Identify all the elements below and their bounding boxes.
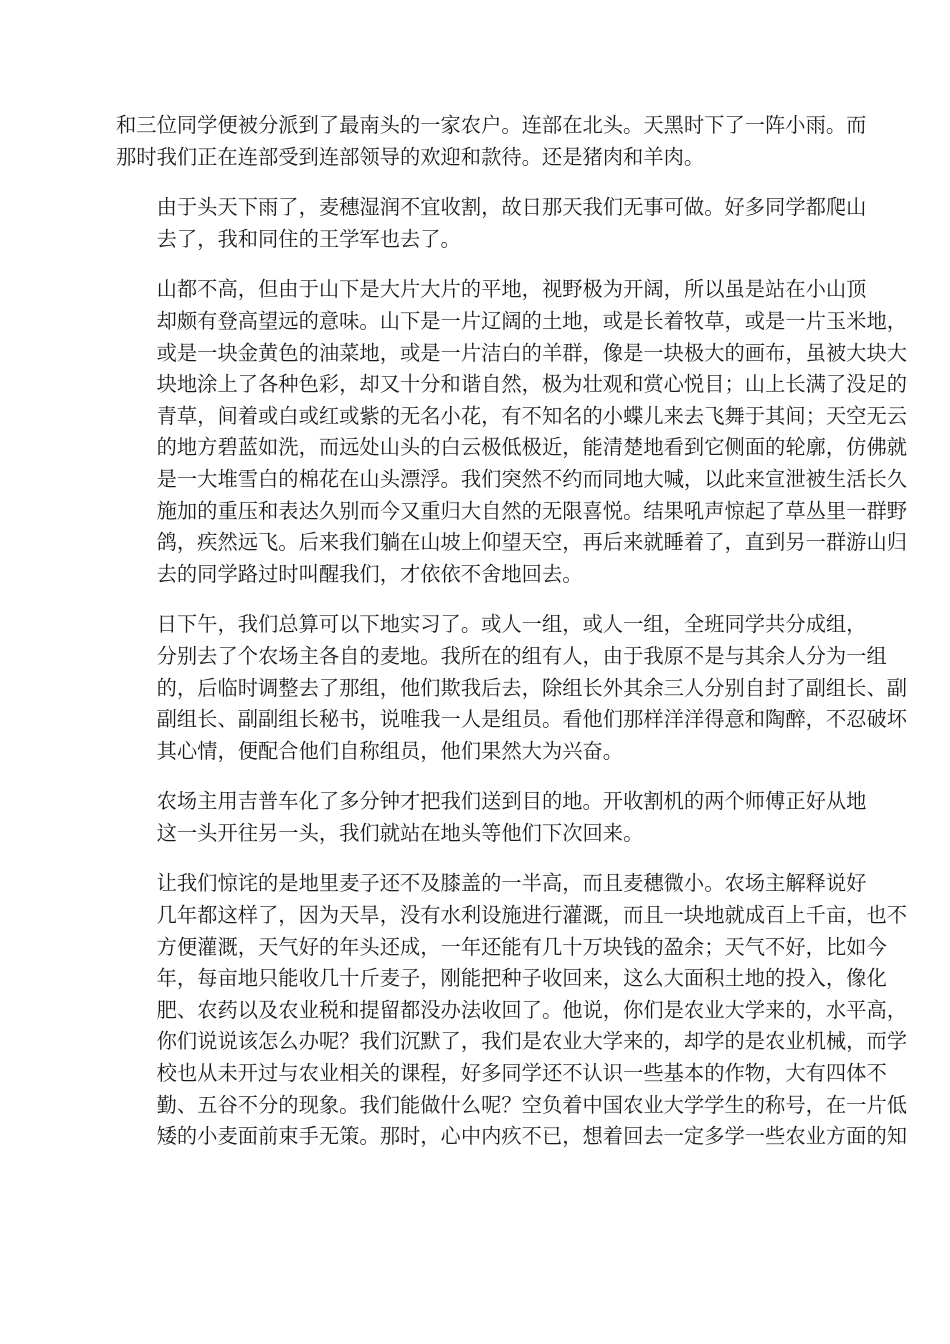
text-line: 肥、农药以及农业税和提留都没办法收回了。他说，你们是农业大学来的，水平高， (156, 997, 908, 1022)
body-paragraph (116, 868, 908, 1152)
body-paragraph (116, 110, 867, 173)
text-line: 年，每亩地只能收几十斤麦子，刚能把种子收回来，这么大面积土地的投入，像化 (156, 966, 887, 991)
text-line: 山都不高，但由于山下是大片大片的平地，视野极为开阔，所以虽是站在小山顶 (156, 277, 867, 302)
text-line: 的地方碧蓝如洗，而远处山头的白云极低极近，能清楚地看到它侧面的轮廓，仿佛就 (156, 435, 908, 460)
body-paragraph (116, 192, 867, 255)
text-line: 方便灌溉，天气好的年头还成，一年还能有几十万块钱的盈余；天气不好，比如今 (156, 934, 887, 959)
text-line: 施加的重压和表达久别而今又重归大自然的无限喜悦。结果吼声惊起了草丛里一群野 (156, 498, 908, 523)
text-line: 是一大堆雪白的棉花在山头漂浮。我们突然不约而同地大喊，以此来宣泄被生活长久 (156, 466, 908, 491)
text-line: 几年都这样了，因为天旱，没有水利设施进行灌溉，而且一块地就成百上千亩，也不 (156, 903, 908, 928)
text-line: 由于头天下雨了，麦穗湿润不宜收割，故日那天我们无事可做。好多同学都爬山 (156, 195, 867, 220)
text-line: 农场主用吉普车化了多分钟才把我们送到目的地。开收割机的两个师傅正好从地 (156, 789, 867, 814)
text-line: 校也从未开过与农业相关的课程，好多同学还不认识一些基本的作物，大有四体不 (156, 1061, 887, 1086)
document-page (116, 110, 908, 1172)
text-line: 勤、五谷不分的现象。我们能做什么呢？空负着中国农业大学学生的称号，在一片低 (156, 1092, 908, 1117)
text-line: 却颇有登高望远的意味。山下是一片辽阔的土地，或是长着牧草，或是一片玉米地， (156, 308, 908, 333)
text-line: 去了，我和同住的王学军也去了。 (156, 226, 461, 251)
text-line: 或是一块金黄色的油菜地，或是一片洁白的羊群，像是一块极大的画布，虽被大块大 (156, 340, 908, 365)
body-paragraph (116, 786, 867, 849)
body-paragraph (116, 609, 908, 767)
text-line: 日下午，我们总算可以下地实习了。或人一组，或人一组，全班同学共分成组， (156, 612, 867, 637)
text-line: 块地涂上了各种色彩，却又十分和谐自然，极为壮观和赏心悦目；山上长满了没足的 (156, 372, 908, 397)
text-line: 和三位同学便被分派到了最南头的一家农户。连部在北头。天黑时下了一阵小雨。而 (116, 113, 867, 137)
text-line: 分别去了个农场主各自的麦地。我所在的组有人，由于我原不是与其余人分为一组 (156, 643, 887, 668)
text-line: 你们说说该怎么办呢？我们沉默了，我们是农业大学来的，却学的是农业机械，而学 (156, 1029, 908, 1054)
text-line: 这一头开往另一头，我们就站在地头等他们下次回来。 (156, 820, 644, 845)
body-paragraph (116, 274, 908, 590)
text-line: 鸽，疾然远飞。后来我们躺在山坡上仰望天空，再后来就睡着了，直到另一群游山归 (156, 530, 908, 555)
text-line: 让我们惊诧的是地里麦子还不及膝盖的一半高，而且麦穗微小。农场主解释说好 (156, 871, 867, 896)
text-line: 的，后临时调整去了那组，他们欺我后去，除组长外其余三人分别自封了副组长、副 (156, 675, 908, 700)
text-line: 矮的小麦面前束手无策。那时，心中内疚不已，想着回去一定多学一些农业方面的知 (156, 1124, 908, 1149)
text-line: 其心情，便配合他们自称组员，他们果然大为兴奋。 (156, 738, 624, 763)
text-line: 去的同学路过时叫醒我们，才依依不舍地回去。 (156, 561, 583, 586)
text-line: 副组长、副副组长秘书，说唯我一人是组员。看他们那样洋洋得意和陶醉，不忍破坏 (156, 707, 908, 732)
text-line: 青草，间着或白或红或紫的无名小花，有不知名的小蝶儿来去飞舞于其间；天空无云 (156, 403, 908, 428)
text-line: 那时我们正在连部受到连部领导的欢迎和款待。还是猪肉和羊肉。 (116, 144, 705, 169)
